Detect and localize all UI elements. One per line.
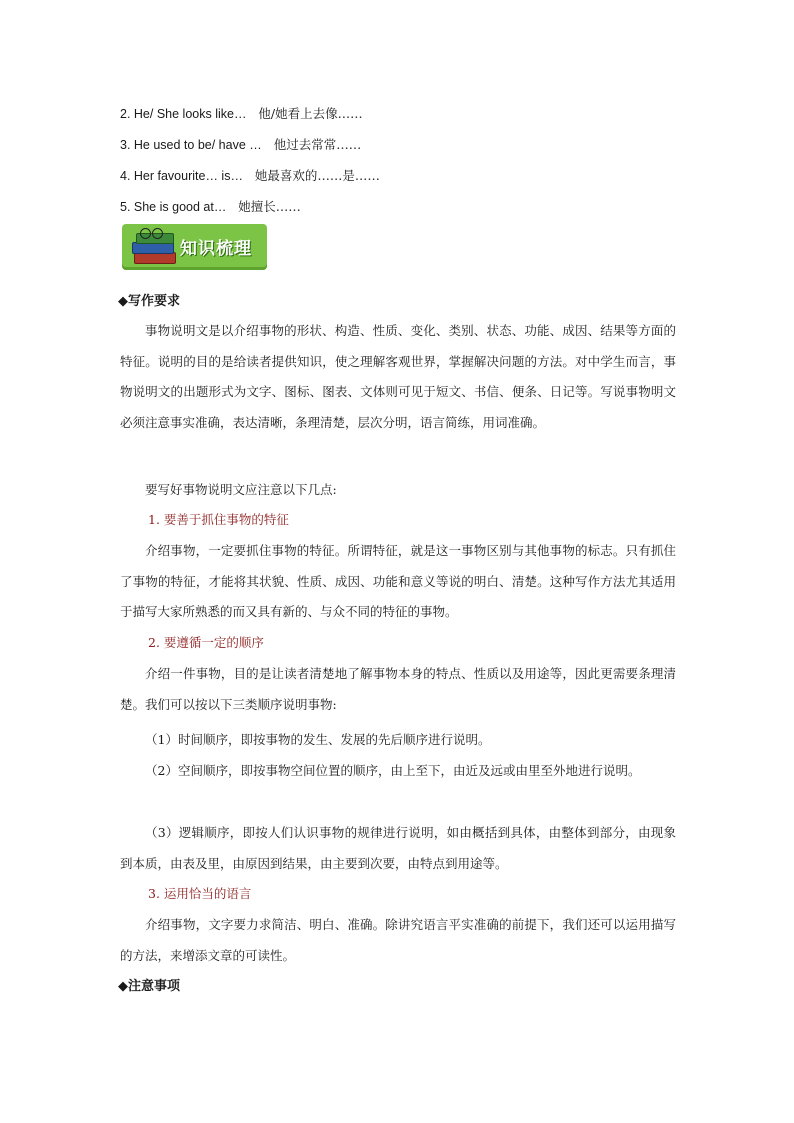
phrase-line-2 — [120, 104, 363, 124]
section-heading-notes: ◆注意事项 — [118, 979, 180, 994]
phrase-en: 3. He used to be/ have … — [120, 138, 262, 152]
knowledge-badge — [122, 224, 267, 270]
paragraph-intro: 事物说明文是以介绍事物的形状、构造、性质、变化、类别、状态、功能、成因、结果等方面的特征。说明的目的是给读者提供知识，使之理解客观世界，掌握解决问题的方法。对中学生而言，事物说明文的出题形式为文字、图标、图表、文体则可见于短文、书信、便条、日记等。写说事物明文必须注意事实准确，表达清晰，条理清楚，层次分明，语言简练，用词准确。 — [120, 323, 676, 430]
point-heading-3: 3. 运用恰当的语言 — [148, 886, 252, 901]
phrase-zh: 她擅长…… — [238, 199, 301, 214]
phrase-zh: 他/她看上去像…… — [258, 106, 363, 121]
paragraph-points-lead: 要写好事物说明文应注意以下几点: — [145, 482, 337, 497]
section-heading-requirements: ◆写作要求 — [118, 294, 180, 309]
books-icon — [130, 230, 176, 266]
phrase-line-3 — [120, 135, 361, 155]
paragraph-order: 介绍一件事物，目的是让读者清楚地了解事物本身的特点、性质以及用途等，因此更需要条理清楚。我们可以按以下三类顺序说明事物: — [120, 666, 676, 712]
phrase-en: 4. Her favourite… is… — [120, 169, 243, 183]
paragraph-language: 介绍事物，文字要力求简洁、明白、准确。除讲究语言平实准确的前提下，我们还可以运用描写的方法，来增添文章的可读性。 — [120, 917, 676, 963]
point-heading-1: 1. 要善于抓住事物的特征 — [148, 512, 289, 527]
phrase-zh: 他过去常常…… — [273, 137, 362, 152]
order-item-logic: （3）逻辑顺序，即按人们认识事物的规律进行说明，如由概括到具体，由整体到部分，由现象到本质，由表及里，由原因到结果，由主要到次要，由特点到用途等。 — [120, 825, 676, 871]
phrase-en: 2. He/ She looks like… — [120, 107, 247, 121]
phrase-line-5 — [120, 197, 301, 217]
paragraph-feature: 介绍事物，一定要抓住事物的特征。所谓特征，就是这一事物区别与其他事物的标志。只有抓住了事物的特征，才能将其状貌、性质、成因、功能和意义等说的明白、清楚。这种写作方法尤其适用于描写大家所熟悉的而又具有新的、与众不同的特征的事物。 — [120, 543, 676, 619]
point-heading-2: 2. 要遵循一定的顺序 — [148, 635, 264, 650]
phrase-en: 5. She is good at… — [120, 200, 227, 214]
phrase-zh: 她最喜欢的……是…… — [254, 168, 380, 183]
phrase-line-4 — [120, 166, 380, 186]
order-item-time: （1）时间顺序，即按事物的发生、发展的先后顺序进行说明。 — [145, 732, 491, 747]
order-item-space: （2）空间顺序，即按事物空间位置的顺序，由上至下，由近及远或由里至外地进行说明。 — [145, 763, 641, 778]
badge-label: 知识梳理 — [180, 239, 252, 259]
